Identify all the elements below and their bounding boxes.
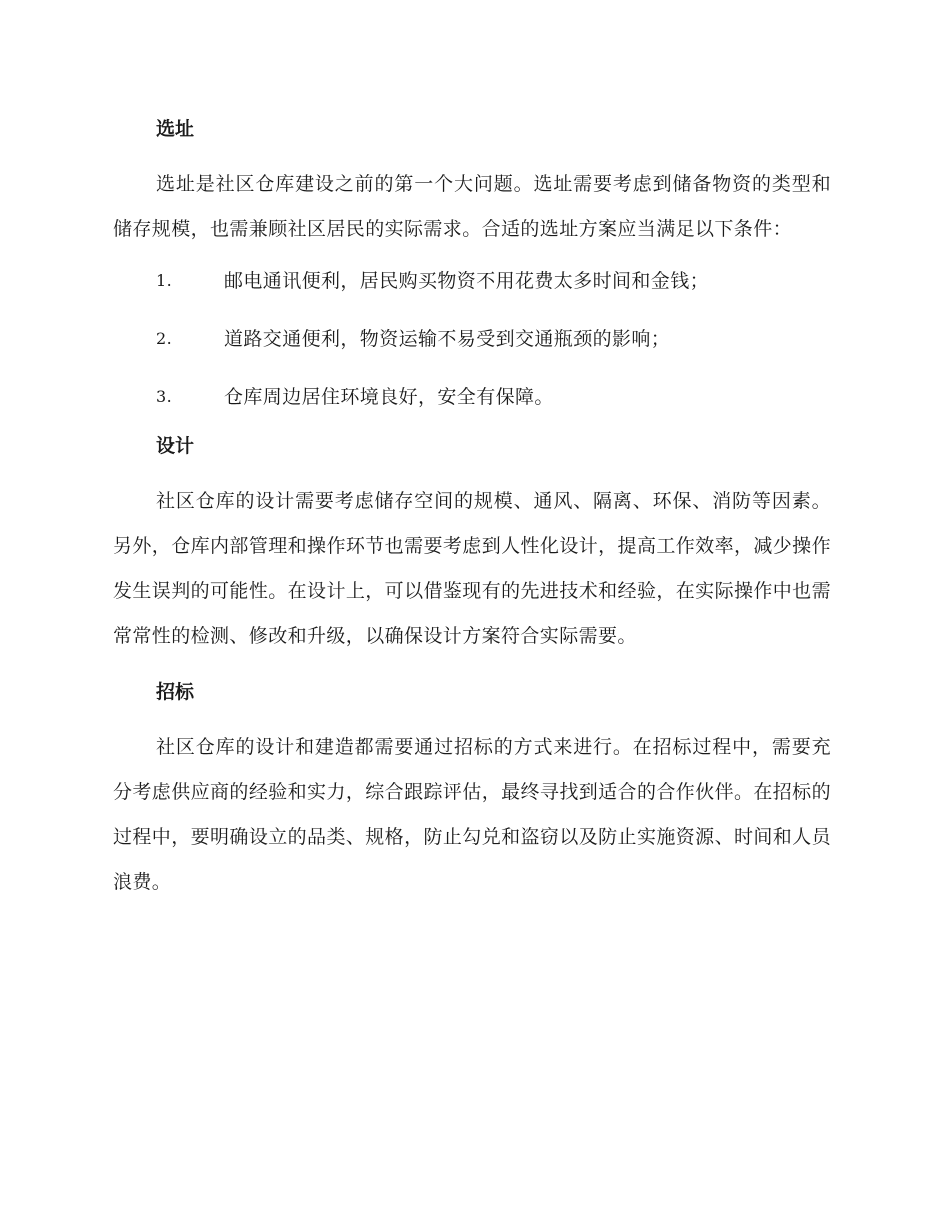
section-heading-design: 设计 bbox=[156, 435, 195, 457]
list-item-number: 2. bbox=[156, 329, 173, 348]
list-item-number: 3. bbox=[156, 387, 173, 406]
list-item-text: 邮电通讯便利，居民购买物资不用花费太多时间和金钱； bbox=[224, 270, 710, 292]
list-item-text: 仓库周边居住环境良好，安全有保障。 bbox=[224, 386, 554, 408]
section-paragraph-bidding: 社区仓库的设计和建造都需要通过招标的方式来进行。在招标过程中，需要充分考虑供应商的经验和实力，综合跟踪评估，最终寻找到适合的合作伙伴。在招标的过程中，要明确设立的品类、规格，防止勾兑和盗窃以及防止实施资源、时间和人员浪费。 bbox=[113, 736, 831, 893]
section-heading-bidding: 招标 bbox=[156, 681, 195, 703]
list-item-number: 1. bbox=[156, 271, 173, 290]
site-conditions-list bbox=[113, 252, 831, 426]
section-heading-site: 选址 bbox=[156, 118, 195, 140]
document-page bbox=[113, 109, 831, 905]
section-paragraph-design: 社区仓库的设计需要考虑储存空间的规模、通风、隔离、环保、消防等因素。另外，仓库内部管理和操作环节也需要考虑到人性化设计，提高工作效率，减少操作发生误判的可能性。在设计上，可以借鉴现有的先进技术和经验，在实际操作中也需常常性的检测、修改和升级，以确保设计方案符合实际需要。 bbox=[113, 490, 831, 647]
section-paragraph-site: 选址是社区仓库建设之前的第一个大问题。选址需要考虑到储备物资的类型和储存规模，也需兼顾社区居民的实际需求。合适的选址方案应当满足以下条件： bbox=[113, 173, 831, 240]
list-item bbox=[113, 368, 831, 426]
list-item bbox=[113, 252, 831, 310]
list-item bbox=[113, 310, 831, 368]
list-item-text: 道路交通便利，物资运输不易受到交通瓶颈的影响； bbox=[224, 328, 671, 350]
